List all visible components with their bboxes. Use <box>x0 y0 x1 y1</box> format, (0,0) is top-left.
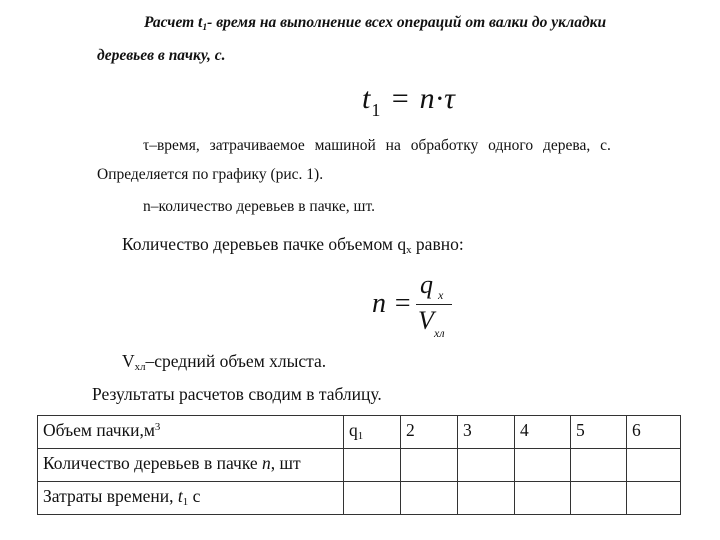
tau-definition-line-2: Определяется по графику (рис. 1). <box>97 166 324 183</box>
time-var: t <box>177 486 183 506</box>
cell-value: 6 <box>627 416 681 449</box>
formula2-numerator: q <box>420 270 433 299</box>
formula2-denominator: V <box>418 306 434 335</box>
n-definition: n–количество деревьев в пачке, шт. <box>143 198 375 215</box>
tree-count-label: Количество деревьев в пачке <box>43 453 263 473</box>
heading-prefix: Расчет t <box>144 14 203 31</box>
results-table <box>37 415 681 515</box>
heading-sub: 1 <box>202 21 208 33</box>
formula2-denominator-sub: хл <box>434 326 445 340</box>
tau-definition-line-1: τ–время, затрачиваемое машиной на обработку одного дерева, с. <box>143 137 611 154</box>
time-label: Затраты времени, <box>43 486 178 506</box>
volume-label: Объем пачки,м <box>43 420 155 440</box>
empty-cell <box>571 482 627 515</box>
formula1-lhs-sub: 1 <box>371 100 382 120</box>
vxl-suffix: –средний объем хлыста. <box>145 351 327 371</box>
table-row-tree-count <box>38 449 681 482</box>
cell-value: 5 <box>571 416 627 449</box>
formula2-numerator-sub: x <box>438 288 444 302</box>
heading-suffix: - время на выполнение всех операций от валки до укладки <box>207 14 607 31</box>
q-label-sub: 1 <box>357 429 364 442</box>
cell-tree-count-label <box>38 449 344 482</box>
empty-cell <box>401 449 458 482</box>
formula1-lhs: t <box>362 82 372 115</box>
cell-volume-label <box>38 416 344 449</box>
vxl-prefix: V <box>122 351 135 371</box>
vxl-definition <box>122 351 326 372</box>
n-intro-sub: х <box>406 243 412 256</box>
table-row-volume <box>38 416 681 449</box>
cell-time-label <box>38 482 344 515</box>
cell-value: 3 <box>458 416 515 449</box>
n-intro <box>122 234 464 255</box>
results-intro: Результаты расчетов сводим в таблицу. <box>92 384 382 404</box>
time-var-sub: 1 <box>182 495 189 508</box>
empty-cell <box>571 449 627 482</box>
heading-line-1 <box>144 14 606 32</box>
formula2-lhs: n = <box>372 288 412 319</box>
volume-label-sup: 3 <box>154 421 161 434</box>
fraction-bar <box>416 304 452 305</box>
cell-q <box>344 416 401 449</box>
formula-t1 <box>362 82 456 120</box>
empty-cell <box>401 482 458 515</box>
table-row-time <box>38 482 681 515</box>
time-suffix: с <box>188 486 201 506</box>
formula-n <box>372 270 462 340</box>
empty-cell <box>515 449 571 482</box>
empty-cell <box>344 482 401 515</box>
empty-cell <box>458 449 515 482</box>
empty-cell <box>344 449 401 482</box>
n-intro-prefix: Количество деревьев пачке объемом q <box>122 234 407 254</box>
empty-cell <box>627 482 681 515</box>
n-intro-suffix: равно: <box>411 234 464 254</box>
q-label: q <box>349 420 358 440</box>
cell-value: 2 <box>401 416 458 449</box>
empty-cell <box>458 482 515 515</box>
empty-cell <box>515 482 571 515</box>
cell-value: 4 <box>515 416 571 449</box>
tree-count-suffix: , шт <box>270 453 301 473</box>
vxl-sub: хл <box>134 360 146 373</box>
empty-cell <box>627 449 681 482</box>
heading-line-2: деревьев в пачку, с. <box>97 47 226 64</box>
formula1-rhs: = n·τ <box>389 82 456 115</box>
tree-count-var: n <box>262 453 271 473</box>
